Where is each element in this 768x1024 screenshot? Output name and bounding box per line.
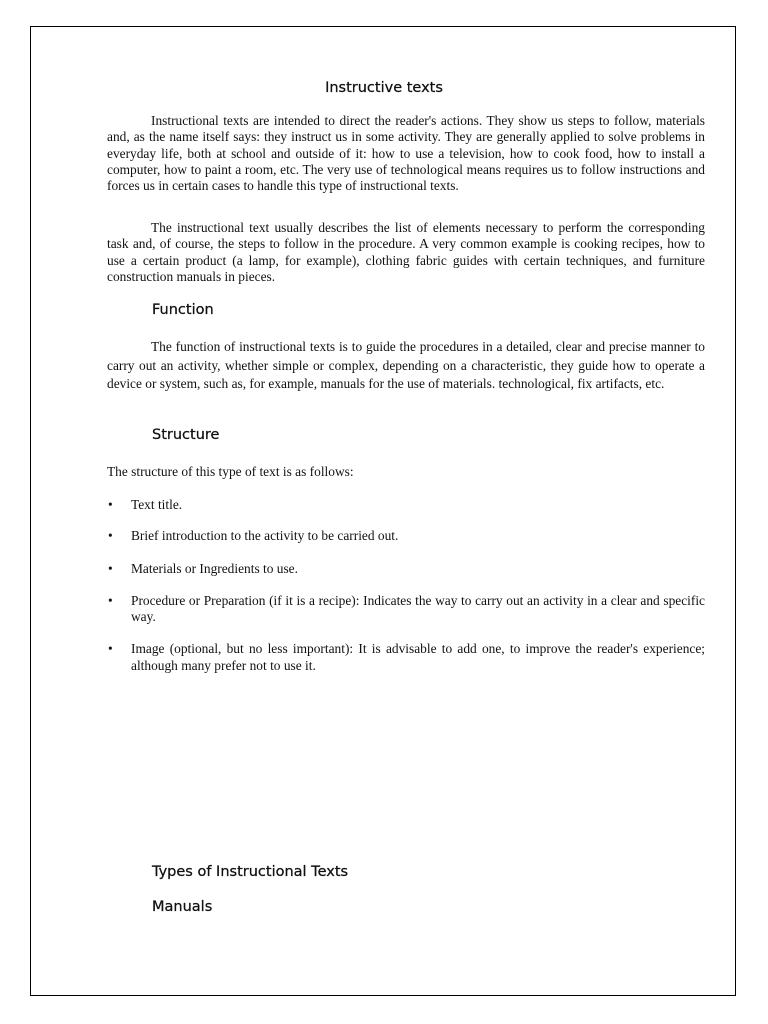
structure-lead: The structure of this type of text is as follows: bbox=[107, 464, 354, 479]
list-item bbox=[107, 641, 705, 674]
document-page bbox=[30, 26, 736, 996]
bullet-icon: • bbox=[108, 528, 113, 544]
list-item-text: Image (optional, but no less important): It is advisable to add one, to improve the reader's experience; although many prefer not to use it. bbox=[131, 641, 705, 673]
function-heading: Function bbox=[152, 302, 214, 318]
manuals-heading: Manuals bbox=[152, 899, 213, 915]
intro-paragraph-1: Instructional texts are intended to direct the reader's actions. They show us steps to follow, materials and, as the name itself says: they instruct us in some activity. They are generally applied to solve problems in everyday life, both at school and outside of it: how to use a television, how to cook food, how to install a computer, how to paint a room, etc. The very use of technological means requires us to follow instructions and forces us in certain cases to handle this type of instructional texts. bbox=[107, 113, 705, 194]
list-item bbox=[107, 497, 705, 513]
structure-heading: Structure bbox=[152, 427, 220, 443]
list-item-text: Text title. bbox=[131, 497, 183, 512]
list-item bbox=[107, 561, 705, 577]
bullet-icon: • bbox=[108, 592, 113, 608]
list-item bbox=[107, 593, 705, 626]
bullet-icon: • bbox=[108, 641, 113, 657]
list-item-text: Procedure or Preparation (if it is a recipe): Indicates the way to carry out an activity in a clear and specific way. bbox=[131, 592, 705, 625]
list-item-text: Brief introduction to the activity to be carried out. bbox=[131, 528, 399, 544]
types-heading: Types of Instructional Texts bbox=[152, 864, 349, 880]
structure-list bbox=[107, 497, 705, 674]
list-item-text: Materials or Ingredients to use. bbox=[131, 560, 298, 576]
page-title: Instructive texts bbox=[325, 80, 443, 96]
bullet-icon: • bbox=[108, 497, 113, 512]
list-item bbox=[107, 528, 705, 544]
function-paragraph: The function of instructional texts is to guide the procedures in a detailed, clear and precise manner to carry out an activity, whether simple or complex, depending on a characteristic, they guide how to operate a device or system, such as, for example, manuals for the use of materials. technological, fix artifacts, etc. bbox=[107, 339, 705, 391]
bullet-icon: • bbox=[108, 560, 113, 576]
intro-paragraph-2: The instructional text usually describes the list of elements necessary to perform the corresponding task and, of course, the steps to follow in the procedure. A very common example is cooking recipes, how to use a certain product (a lamp, for example), clothing fabric guides with certain techniques, and furniture construction manuals in pieces. bbox=[107, 220, 705, 284]
